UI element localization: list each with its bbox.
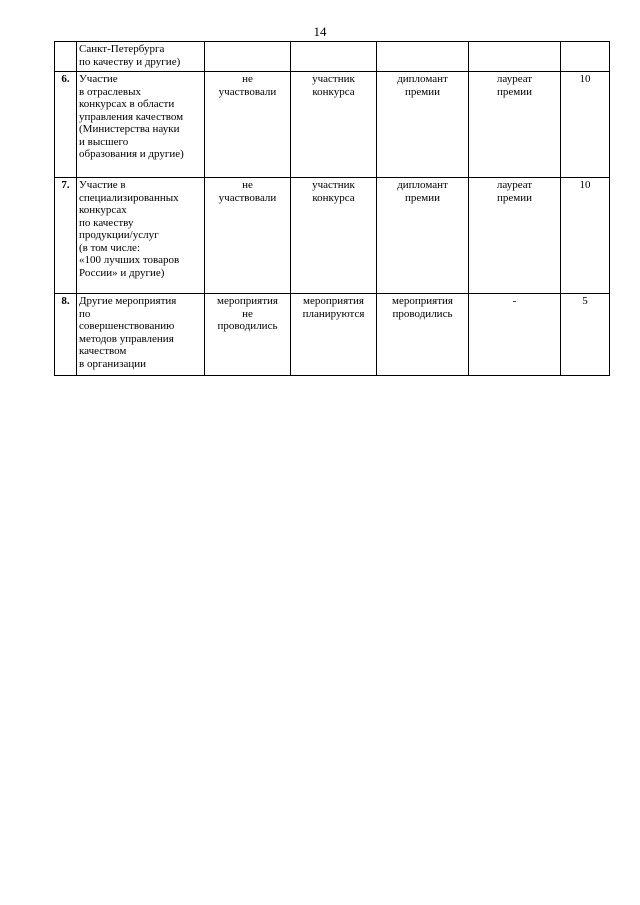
table-row (55, 42, 610, 72)
level-cell: дипломант премии (377, 178, 469, 294)
table-row (55, 294, 610, 376)
score-cell: 10 (561, 72, 610, 178)
level-cell: мероприятия не проводились (205, 294, 291, 376)
level-cell: лауреат премии (469, 178, 561, 294)
criterion-cell: Участие в отраслевых конкурсах в области управления качеством (Министерства науки и высшего образования и другие) (77, 72, 205, 178)
page-number: 14 (313, 24, 327, 39)
level-cell: не участвовали (205, 178, 291, 294)
table-row (55, 72, 610, 178)
table-row (55, 178, 610, 294)
level-cell: - (469, 294, 561, 376)
row-number-cell (55, 42, 77, 72)
level-cell: участник конкурса (291, 178, 377, 294)
level-cell: дипломант премии (377, 72, 469, 178)
level-cell (469, 42, 561, 72)
level-cell: мероприятия планируются (291, 294, 377, 376)
level-cell: мероприятия проводились (377, 294, 469, 376)
criterion-cell: Другие мероприятия по совершенствованию методов управления качеством в организации (77, 294, 205, 376)
level-cell (205, 42, 291, 72)
level-cell: участник конкурса (291, 72, 377, 178)
criterion-cell: Участие в специализированных конкурсах по качеству продукции/услуг (в том числе: «100 лучших товаров России» и другие) (77, 178, 205, 294)
level-cell (377, 42, 469, 72)
score-cell: 10 (561, 178, 610, 294)
criterion-cell: Санкт-Петербурга по качеству и другие) (77, 42, 205, 72)
criteria-table (54, 41, 610, 376)
level-cell (291, 42, 377, 72)
row-number-cell: 6. (55, 72, 77, 178)
level-cell: не участвовали (205, 72, 291, 178)
score-cell: 5 (561, 294, 610, 376)
row-number-cell: 7. (55, 178, 77, 294)
level-cell: лауреат премии (469, 72, 561, 178)
row-number-cell: 8. (55, 294, 77, 376)
score-cell (561, 42, 610, 72)
